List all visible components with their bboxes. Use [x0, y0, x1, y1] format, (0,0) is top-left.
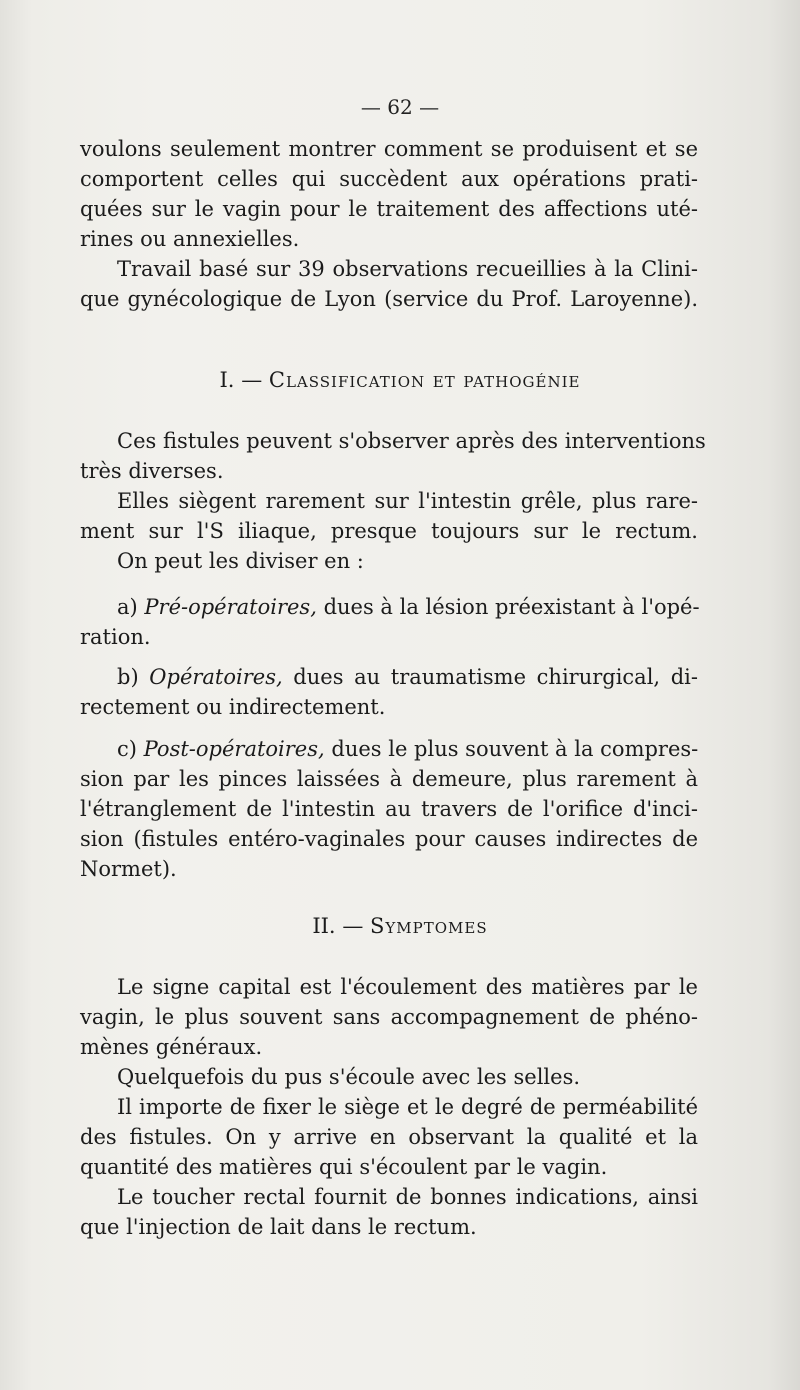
- text-line: des fistules. On y arrive en observant la qualité et la: [80, 1125, 698, 1149]
- text-line: [80, 592, 698, 622]
- item-text: dues au traumatisme chirurgical, di-: [293, 665, 698, 689]
- text-line: l'étranglement de l'intestin au travers de l'orifice d'inci-: [80, 797, 698, 821]
- text-line: [80, 662, 698, 692]
- item-term: Post-opératoires,: [143, 737, 325, 761]
- text-line: [80, 734, 698, 764]
- intro-text: [80, 134, 698, 314]
- section-dash: —: [241, 368, 263, 392]
- section-heading-classification: [0, 368, 800, 392]
- list-item-a: [80, 592, 698, 652]
- item-marker: b): [117, 665, 139, 689]
- text-line: Le signe capital est l'écoulement des matières par le: [117, 975, 698, 999]
- text-line: Ces fistules peuvent s'observer après des interventions: [117, 429, 706, 453]
- text-line: On peut les diviser en :: [117, 549, 364, 573]
- list-item-b: [80, 662, 698, 722]
- section2-text: [80, 972, 698, 1242]
- text-line: rectement ou indirectement.: [80, 695, 386, 719]
- text-line: ment sur l'S iliaque, presque toujours sur le rectum.: [80, 519, 698, 543]
- item-marker: a): [117, 595, 138, 619]
- text-line: rines ou annexielles.: [80, 227, 300, 251]
- text-line: comportent celles qui succèdent aux opérations prati-: [80, 167, 698, 191]
- section-dash: —: [342, 914, 364, 938]
- section-numeral: II.: [312, 914, 336, 938]
- section1-text: [80, 426, 706, 576]
- text-line: mènes généraux.: [80, 1035, 263, 1059]
- item-text: dues à la lésion préexistant à l'opé-: [323, 595, 700, 619]
- text-line: que gynécologique de Lyon (service du Prof. Laroyenne).: [80, 287, 698, 311]
- text-line: ration.: [80, 625, 151, 649]
- item-term: Opératoires,: [149, 665, 283, 689]
- section-title: Classification et pathogénie: [268, 368, 581, 392]
- page-number: — 62 —: [360, 95, 440, 119]
- text-line: quantité des matières qui s'écoulent par le vagin.: [80, 1155, 608, 1179]
- text-line: Normet).: [80, 857, 177, 881]
- text-line: que l'injection de lait dans le rectum.: [80, 1215, 477, 1239]
- text-line: Le toucher rectal fournit de bonnes indications, ainsi: [117, 1185, 698, 1209]
- text-line: Il importe de fixer le siège et le degré de perméabilité: [117, 1095, 698, 1119]
- section-numeral: I.: [219, 368, 235, 392]
- text-line: Quelquefois du pus s'écoule avec les selles.: [117, 1065, 581, 1089]
- item-text: dues le plus souvent à la compres-: [331, 737, 699, 761]
- text-line: sion par les pinces laissées à demeure, plus rarement à: [80, 767, 698, 791]
- item-marker: c): [117, 737, 137, 761]
- item-term: Pré-opératoires,: [144, 595, 317, 619]
- section-title: Symptomes: [370, 914, 488, 938]
- text-line: Travail basé sur 39 observations recueillies à la Clini-: [117, 257, 698, 281]
- text-line: Elles siègent rarement sur l'intestin grêle, plus rare-: [117, 489, 698, 513]
- text-line: sion (fistules entéro-vaginales pour causes indirectes de: [80, 827, 698, 851]
- text-line: quées sur le vagin pour le traitement des affections uté-: [80, 197, 698, 221]
- list-item-c: [80, 734, 698, 884]
- section-heading-symptomes: [0, 914, 800, 938]
- text-line: voulons seulement montrer comment se produisent et se: [80, 137, 698, 161]
- text-line: très diverses.: [80, 459, 224, 483]
- text-line: vagin, le plus souvent sans accompagnement de phéno-: [80, 1005, 698, 1029]
